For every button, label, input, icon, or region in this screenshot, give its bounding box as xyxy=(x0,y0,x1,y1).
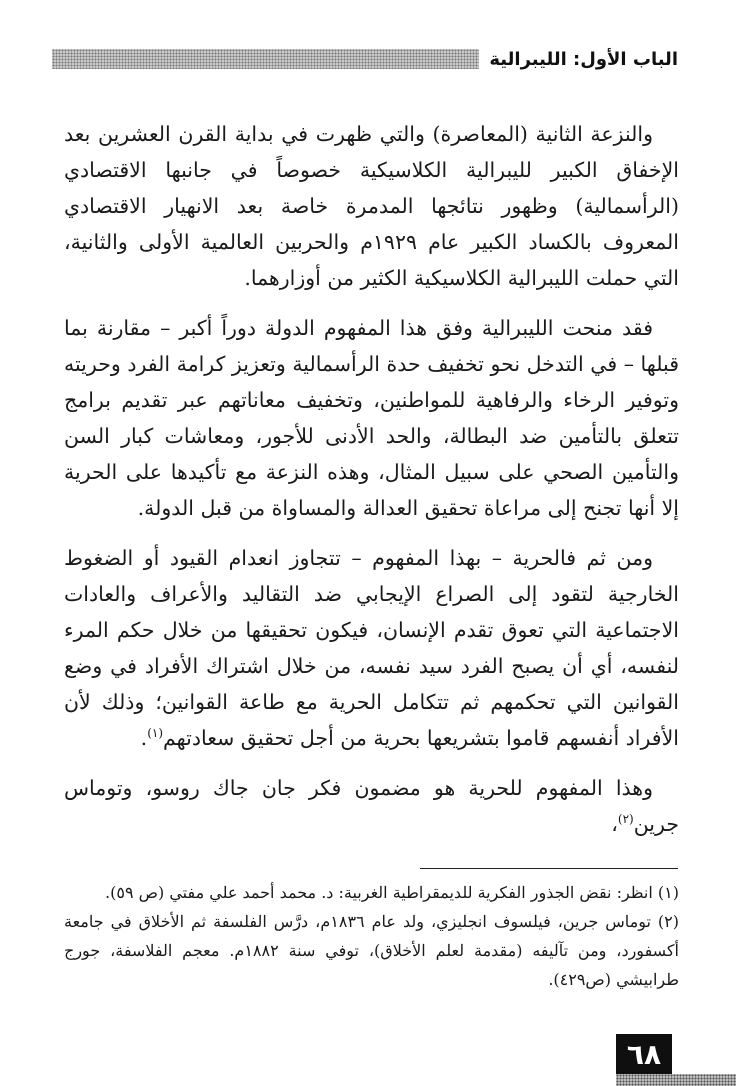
paragraph-4-text: وهذا المفهوم للحرية هو مضمون فكر جان جاك روسو، وتوماس جرين xyxy=(64,776,679,836)
header-dotted-band xyxy=(52,49,479,69)
footnote-2: (٢) توماس جرين، فيلسوف انجليزي، ولد عام ١٨٣٦م، درَّس الفلسفة ثم الأخلاق في جامعة أكسفورد، ومن تآليفه (مقدمة لعلم الأخلاق)، توفي سنة ١٨٨٢م. معجم الفلاسفة، جورج طرابيشي (ص٤٢٩). xyxy=(64,912,680,989)
page-number: ٦٨ xyxy=(616,1034,672,1074)
paragraph-3-end: . xyxy=(140,726,148,750)
paragraph-3-text: ومن ثم فالحرية – بهذا المفهوم – تتجاوز انعدام القيود أو الضغوط الخارجية لتقود إلى الصراع الإيجابي ضد التقاليد والأعراف والعادات الاجتماعية التي تعوق تقدم الإنسان، فيكون تحقيقها من خلال حكم المرء لنفسه، أي أن يصبح الفرد سيد نفسه، من خلال اشتراك الأفراد في وضع القوانين التي تحكمهم ثم تتكامل الحرية مع طاعة القوانين؛ وذلك لأن الأفراد أنفسهم قاموا بتشريعها بحرية من أجل تحقيق سعادتهم xyxy=(64,546,679,750)
paragraph-4 xyxy=(64,770,679,842)
footnote-ref-2: (٢) xyxy=(617,812,634,827)
page-number-dotted-band xyxy=(616,1074,736,1086)
body-text xyxy=(64,116,679,856)
paragraph-4-end: ، xyxy=(611,812,618,836)
paragraph-2: فقد منحت الليبرالية وفق هذا المفهوم الدولة دوراً أكبر – مقارنة بما قبلها – في التدخل نحو تخفيف حدة الرأسمالية وتعزيز كرامة الفرد وحريته وتوفير الرخاء والرفاهية للمواطنين، وتخفيف معاناتهم عبر تقديم برامج تتعلق بالتأمين ضد البطالة، والحد الأدنى للأجور، ومعاشات كبار السن والتأمين الصحي على سبيل المثال، وهذه النزعة مع تأكيدها على الحرية إلا أنها تجنح إلى مراعاة تحقيق العدالة والمساواة من قبل الدولة. xyxy=(64,316,679,520)
footnote-separator xyxy=(420,868,678,869)
running-header xyxy=(52,46,678,72)
footnote-ref-1: (١) xyxy=(147,726,164,741)
chapter-title: الباب الأول: الليبرالية xyxy=(489,48,678,70)
paragraph-3 xyxy=(64,540,679,756)
paragraph-1: والنزعة الثانية (المعاصرة) والتي ظهرت في بداية القرن العشرين بعد الإخفاق الكبير لليبرالية الكلاسيكية خصوصاً في جانبها الاقتصادي (الرأسمالية) وظهور نتائجها المدمرة خاصة بعد الانهيار الاقتصادي المعروف بالكساد الكبير عام ١٩٢٩م والحربين العالمية الأولى والثانية، التي حملت الليبرالية الكلاسيكية الكثير من أوزارهما. xyxy=(64,122,679,290)
footnote-1: (١) انظر: نقض الجذور الفكرية للديمقراطية الغربية: د. محمد أحمد علي مفتي (ص ٥٩). xyxy=(105,883,679,902)
footnotes xyxy=(64,878,679,994)
